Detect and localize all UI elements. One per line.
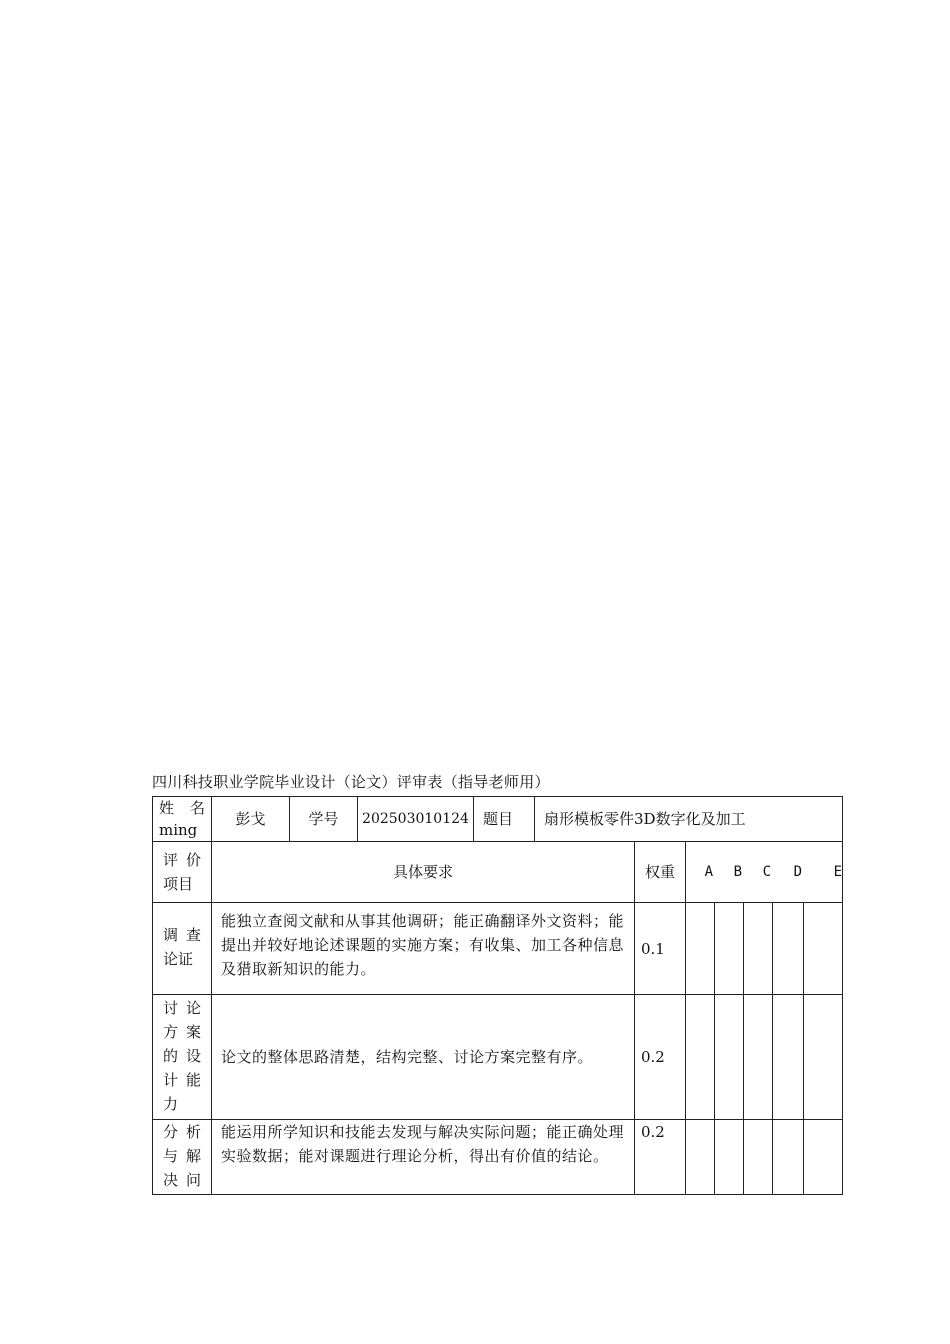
table-rule <box>743 902 744 1195</box>
item-label-line: 讨 论 <box>163 999 201 1017</box>
item-header-line: 项目 <box>163 875 194 893</box>
item-design-label <box>153 995 211 1119</box>
grade-a-header: A <box>704 864 713 880</box>
item-label-line: 的 设 <box>163 1047 201 1065</box>
table-rule <box>842 796 843 1195</box>
item-label-line: 力 <box>163 1095 179 1113</box>
form-title: 四川科技职业学院毕业设计（论文）评审表（指导老师用） <box>152 773 550 791</box>
topic-value: 扇形模板零件3D数字化及加工 <box>544 810 746 828</box>
requirement-text: 能独立查阅文献和从事其他调研；能正确翻译外文资料；能提出并较好地论述课题的实施方案；有收集、加工各种信息及猎取新知识的能力。 <box>221 912 625 978</box>
grade-c-header: C <box>762 864 771 880</box>
item-header <box>153 842 211 902</box>
topic-label: 题目 <box>483 810 514 828</box>
table-rule <box>152 1194 843 1195</box>
item-label-line: 决 问 <box>163 1171 201 1189</box>
item-label-line: 论证 <box>163 950 194 968</box>
grade-e-header: E <box>833 864 842 880</box>
grade-b-header: B <box>733 864 742 880</box>
name-label-line: ming <box>159 821 198 839</box>
student-id-value: 202503010124 <box>362 811 469 827</box>
name-label <box>153 797 211 841</box>
weight-value: 0.2 <box>641 1048 665 1066</box>
item-label-line: 调 查 <box>163 926 201 944</box>
weight-value: 0.1 <box>641 939 665 958</box>
table-rule <box>714 902 715 1195</box>
item-label-line: 分 析 <box>163 1123 201 1141</box>
item-header-line: 评 价 <box>163 851 201 869</box>
item-research-label <box>153 903 211 994</box>
item-label-line: 方 案 <box>163 1023 201 1041</box>
weight-value: 0.2 <box>641 1123 665 1141</box>
table-rule <box>772 902 773 1195</box>
requirement-text: 论文的整体思路清楚，结构完整、讨论方案完整有序。 <box>221 1048 594 1066</box>
student-name: 彭戈 <box>235 810 266 828</box>
requirement-text: 能运用所学知识和技能去发现与解决实际问题；能正确处理实验数据；能对课题进行理论分析，得出有价值的结论。 <box>221 1123 625 1165</box>
weight-header: 权重 <box>644 863 675 881</box>
grade-d-header: D <box>793 864 802 880</box>
requirement-header: 具体要求 <box>392 863 453 881</box>
item-label-line: 与 解 <box>163 1147 201 1165</box>
table-rule <box>803 902 804 1195</box>
name-label-line: 姓 名 <box>159 799 205 817</box>
item-label-line: 计 能 <box>163 1071 201 1089</box>
item-analysis-label <box>153 1120 211 1194</box>
student-id-label: 学号 <box>308 810 339 828</box>
